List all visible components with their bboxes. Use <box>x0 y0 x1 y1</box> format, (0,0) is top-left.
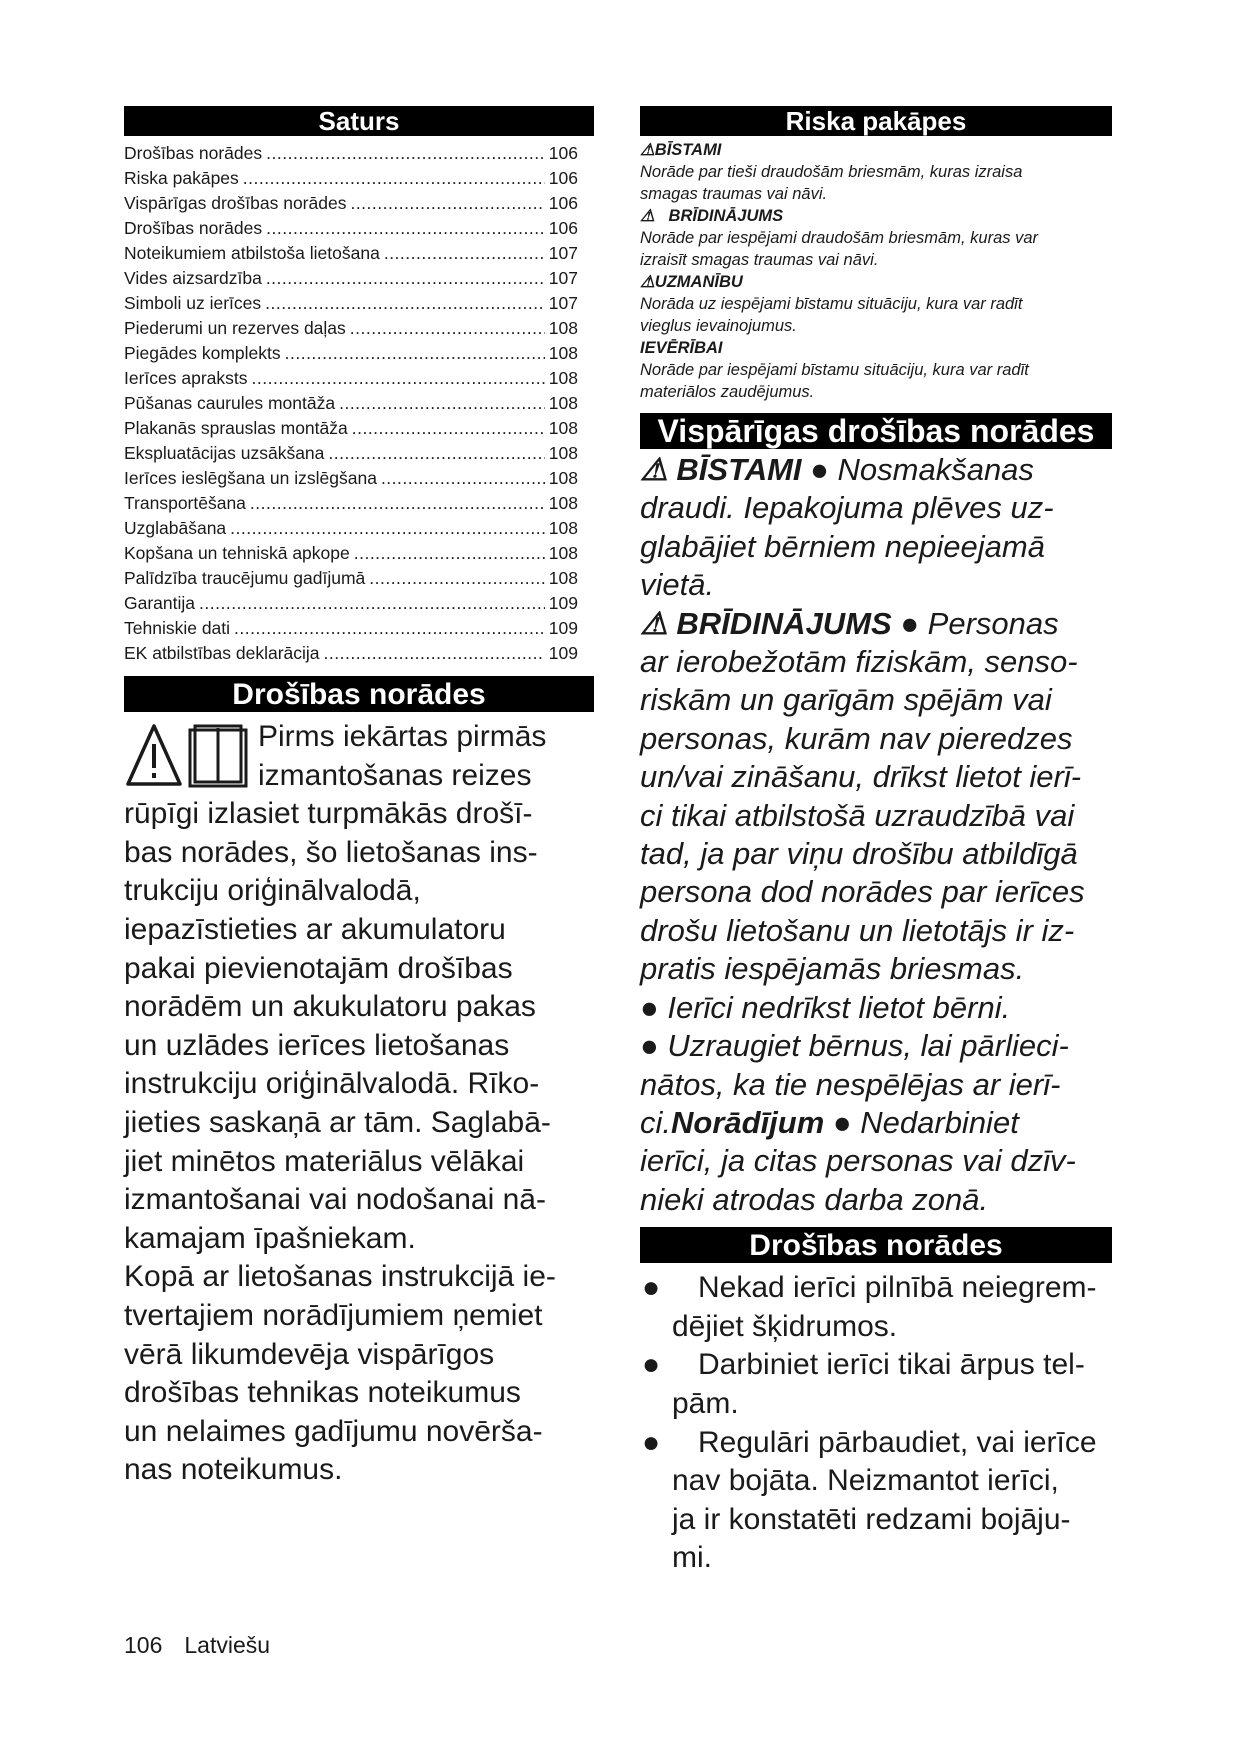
toc-item[interactable]: Uzglabāšana ..... 108 <box>124 516 578 541</box>
toc-item[interactable]: EK atbilstības deklarācija ..... 109 <box>124 641 578 666</box>
bullet-icon: ● <box>642 1271 661 1305</box>
bullet-icon: ● <box>642 1425 661 1459</box>
list-item: ● Darbiniet ierīci tikai ārpus tel- pām. <box>642 1348 1085 1420</box>
safety-line: Kopā ar lietošanas instrukcijā ie- <box>124 1260 556 1294</box>
toc-item[interactable]: Simboli uz ierīces ..... 107 <box>124 291 578 316</box>
safety-line: vērā likumdevēja vispārīgos <box>124 1337 495 1371</box>
toc-item[interactable]: Pūšanas caurules montāža ..... 108 <box>124 391 578 416</box>
risk-heading: Riska pakāpes <box>640 106 1112 136</box>
list-item: ● Nekad ierīci pilnībā neiegrem- dējiet šķidrumos. <box>642 1271 1097 1343</box>
risk-label-caution: ⚠UZMANĪBU <box>640 273 743 291</box>
risk-label-notice: IEVĒRĪBAI <box>640 339 723 357</box>
toc-item[interactable]: Transportēšana ..... 108 <box>124 491 578 516</box>
safety-line: iepazīstieties ar akumulatoru <box>124 912 506 946</box>
general-safety-text: ⚠ BĪSTAMI ● Nosmakšanas draudi. Iepakojuma plēves uz- glabājiet bērniem nepieejamā vietā. ⚠ BRĪDINĀJUMS ● Personas ar ierobežotām fiziskām, senso- riskām un garīgām spējām vai personas, kurām nav pieredzes un/vai zināšanu, drīkst lietot ierī- ci tikai atbilstošā uzraudzībā vai tad, ja par viņu drošību atbildīgā persona dod norādes par ierīces drošu lietošanu un lietotājs ir iz- pratis iespējamās briesmas. ● Ierīci nedrīkst lietot bērni. ● Uzraugiet bērnus, lai pārlieci- nātos, ka tie nespēlējas ar ierī- ci.Norādījum ● Nedarbiniet ierīci, ja citas personas vai dzīv- nieki atrodas darba zonā. <box>640 452 1085 1217</box>
toc-item[interactable]: Vides aizsardzība ..... 107 <box>124 266 578 291</box>
general-safety-heading: Vispārīgas drošības norādes <box>640 413 1112 449</box>
safety-line: norādēm un akukulatoru pakas <box>124 990 536 1024</box>
safety-line: izmantošanai vai nodošanai nā- <box>124 1183 546 1217</box>
risk-levels: ⚠BĪSTAMI Norāde par tieši draudošām briesmām, kuras izraisa smagas traumas vai nāvi. ⚠ BRĪDINĀJUMS Norāde par iespējami draudošām briesmām, kuras var izraisīt smagas traumas vai nāvi. ⚠UZMANĪBU Norāda uz iespējami bīstamu situāciju, kura var radīt vieglus ievainojumus. IEVĒRĪBAI Norāde par iespējami bīstamu situāciju, kura var radīt materiālos zaudējumus. <box>640 139 1112 403</box>
toc-item[interactable]: Piegādes komplekts ..... 108 <box>124 341 578 366</box>
warning-label: ⚠ BRĪDINĀJUMS <box>640 605 892 641</box>
toc-item[interactable]: Garantija ..... 109 <box>124 591 578 616</box>
toc-item[interactable]: Noteikumiem atbilstoša lietošana ..... 107 <box>124 241 578 266</box>
safety-heading: Drošības norādes <box>124 676 594 712</box>
safety-line: un uzlādes ierīces lietošanas <box>124 1028 510 1062</box>
safety-line: jiet minētos materiālus vēlākai <box>124 1144 525 1178</box>
toc-item[interactable]: Drošības norādes ..... 106 <box>124 141 578 166</box>
safety-line: nas noteikumus. <box>124 1453 343 1487</box>
toc-item[interactable]: Tehniskie dati ..... 109 <box>124 616 578 641</box>
safety2-list <box>640 1269 1112 1578</box>
safety-line: trukciju oriģinālvalodā, <box>124 874 421 908</box>
toc-item[interactable]: Ierīces ieslēgšana un izslēgšana ..... 108 <box>124 466 578 491</box>
toc-item[interactable]: Riska pakāpes ..... 106 <box>124 166 578 191</box>
risk-label-danger: ⚠BĪSTAMI <box>640 141 722 159</box>
risk-label-warning: ⚠ BRĪDINĀJUMS <box>640 207 784 225</box>
page-footer <box>124 1632 270 1659</box>
safety-line: instrukciju oriģinālvalodā. Rīko- <box>124 1067 540 1101</box>
safety-line: rūpīgi izlasiet turpmākās drošī- <box>124 797 533 831</box>
safety-line: pakai pievienotajām drošības <box>124 951 513 985</box>
safety-line: tvertajiem norādījumiem ņemiet <box>124 1298 543 1332</box>
toc-item[interactable]: Piederumi un rezerves daļas ..... 108 <box>124 316 578 341</box>
toc-item[interactable]: Ekspluatācijas uzsākšana ..... 108 <box>124 441 578 466</box>
toc-item[interactable]: Vispārīgas drošības norādes ..... 106 <box>124 191 578 216</box>
note-label: Norādījum <box>671 1104 825 1140</box>
safety-line: kamajam īpašniekam. <box>124 1221 416 1255</box>
safety-line: bas norādes, šo lietošanas ins- <box>124 835 538 869</box>
toc-item[interactable]: Ierīces apraksts ..... 108 <box>124 366 578 391</box>
warning-manual-icon <box>124 720 252 792</box>
safety2-heading: Drošības norādes <box>640 1227 1112 1263</box>
safety-line: drošības tehnikas noteikumus <box>124 1376 521 1410</box>
toc-heading: Saturs <box>124 106 594 136</box>
safety-line: izmantošanas reizes <box>258 758 532 792</box>
toc-item[interactable]: Kopšana un tehniskā apkope ..... 108 <box>124 541 578 566</box>
language-label: Latviešu <box>184 1632 271 1658</box>
toc-item[interactable]: Drošības norādes ..... 106 <box>124 216 578 241</box>
danger-label: ⚠ BĪSTAMI <box>640 452 802 487</box>
page-number: 106 <box>124 1632 163 1658</box>
bullet-icon: ● <box>642 1348 661 1382</box>
safety-line: un nelaimes gadījumu novērša- <box>124 1414 543 1448</box>
toc-item[interactable]: Plakanās sprauslas montāža ..... 108 <box>124 416 578 441</box>
left-column <box>124 106 594 1490</box>
toc-list <box>124 141 578 666</box>
list-item: ● Regulāri pārbaudiet, vai ierīce nav bojāta. Neizmantot ierīci, ja ir konstatēti redzami bojāju- mi. <box>642 1425 1097 1575</box>
safety-intro <box>124 718 594 1490</box>
right-column <box>640 106 1112 1578</box>
toc-item[interactable]: Palīdzība traucējumu gadījumā ..... 108 <box>124 566 578 591</box>
safety-line: jieties saskaņā ar tām. Saglabā- <box>124 1105 551 1139</box>
safety-line: Pirms iekārtas pirmās <box>258 720 547 753</box>
